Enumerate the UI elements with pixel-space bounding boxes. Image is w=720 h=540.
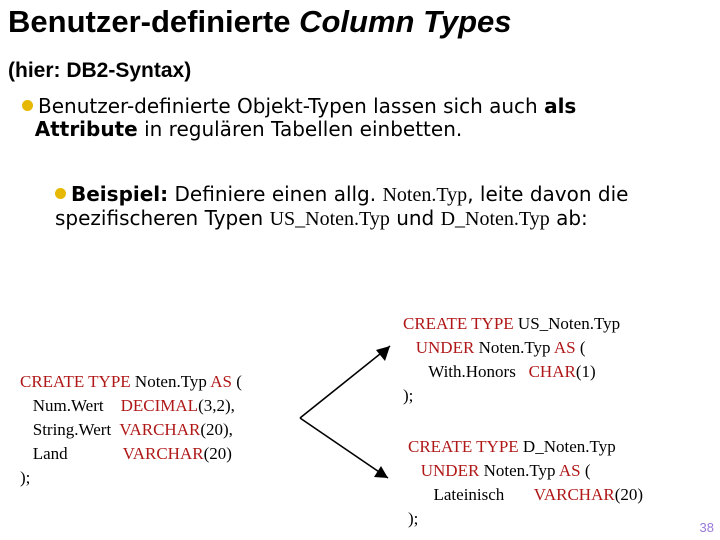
bullet-2-label: Beispiel: [71, 182, 169, 206]
code-field: String.Wert [32, 420, 112, 439]
title-part-1: Benutzer-definierte [8, 4, 291, 39]
code-keyword: CHAR [528, 362, 576, 381]
code-type-name: D_Noten.Typ [522, 437, 616, 456]
bullet-1-bold-2: Attribute [34, 117, 138, 141]
code-args: (3,2), [198, 396, 235, 415]
code-field: Num.Wert [32, 396, 104, 415]
bullet-1-text-2: in regulären Tabellen einbetten. [144, 117, 463, 141]
bullet-2-text-2: , leite davon die [467, 182, 629, 206]
code-type-name: Noten.Typ [478, 338, 551, 357]
arrow-to-d-notentyp [300, 418, 388, 478]
bullet-2-text-5: ab: [556, 206, 588, 230]
bullet-2-text-1: Definiere einen allg. [174, 182, 377, 206]
code-keyword: AS [558, 461, 581, 480]
code-field: Land [32, 444, 68, 463]
code-keyword: CREATE TYPE [408, 437, 519, 456]
code-type-name: Noten.Typ [483, 461, 556, 480]
arrow-to-us-notentyp [300, 346, 390, 418]
code-keyword: CREATE TYPE [20, 372, 131, 391]
code-keyword: UNDER [415, 338, 475, 357]
code-keyword: AS [553, 338, 576, 357]
code-close: ); [403, 386, 414, 405]
code-args: (20) [614, 485, 644, 504]
code-punct: ( [579, 338, 586, 357]
code-keyword: VARCHAR [533, 485, 615, 504]
code-close: ); [20, 468, 31, 487]
bullet-1-text-1: Benutzer-definierte Objekt-Typen lassen sich auch [38, 94, 538, 118]
code-keyword: DECIMAL [120, 396, 199, 415]
bullet-2-type-3: D_Noten.Typ [440, 208, 550, 230]
code-field: With.Honors [428, 362, 516, 381]
code-keyword: CREATE TYPE [403, 314, 514, 333]
bullet-1-bold-1: als [544, 94, 577, 118]
code-field: Lateinisch [433, 485, 505, 504]
arrow-head-icon [376, 346, 390, 361]
code-close: ); [408, 509, 419, 528]
code-args: (20) [203, 444, 232, 463]
code-type-name: US_Noten.Typ [517, 314, 621, 333]
code-args: (1) [575, 362, 596, 381]
title-part-2: Column Types [299, 4, 512, 39]
page-number: 38 [699, 520, 714, 535]
slide-subtitle: (hier: DB2-Syntax) [8, 59, 192, 82]
code-args: (20), [200, 420, 233, 439]
code-keyword: AS [210, 372, 232, 391]
code-punct: ( [584, 461, 591, 480]
bullet-2-text-3: spezifischeren Typen [55, 206, 264, 230]
bullet-2-type-2: US_Noten.Typ [269, 208, 390, 230]
code-keyword: VARCHAR [119, 420, 201, 439]
code-punct: ( [236, 372, 242, 391]
code-keyword: UNDER [420, 461, 480, 480]
code-keyword: VARCHAR [122, 444, 204, 463]
code-type-name: Noten.Typ [134, 372, 207, 391]
bullet-2-type-1: Noten.Typ [382, 184, 468, 206]
bullet-2-text-4: und [396, 206, 435, 230]
arrow-head-icon [374, 466, 388, 478]
